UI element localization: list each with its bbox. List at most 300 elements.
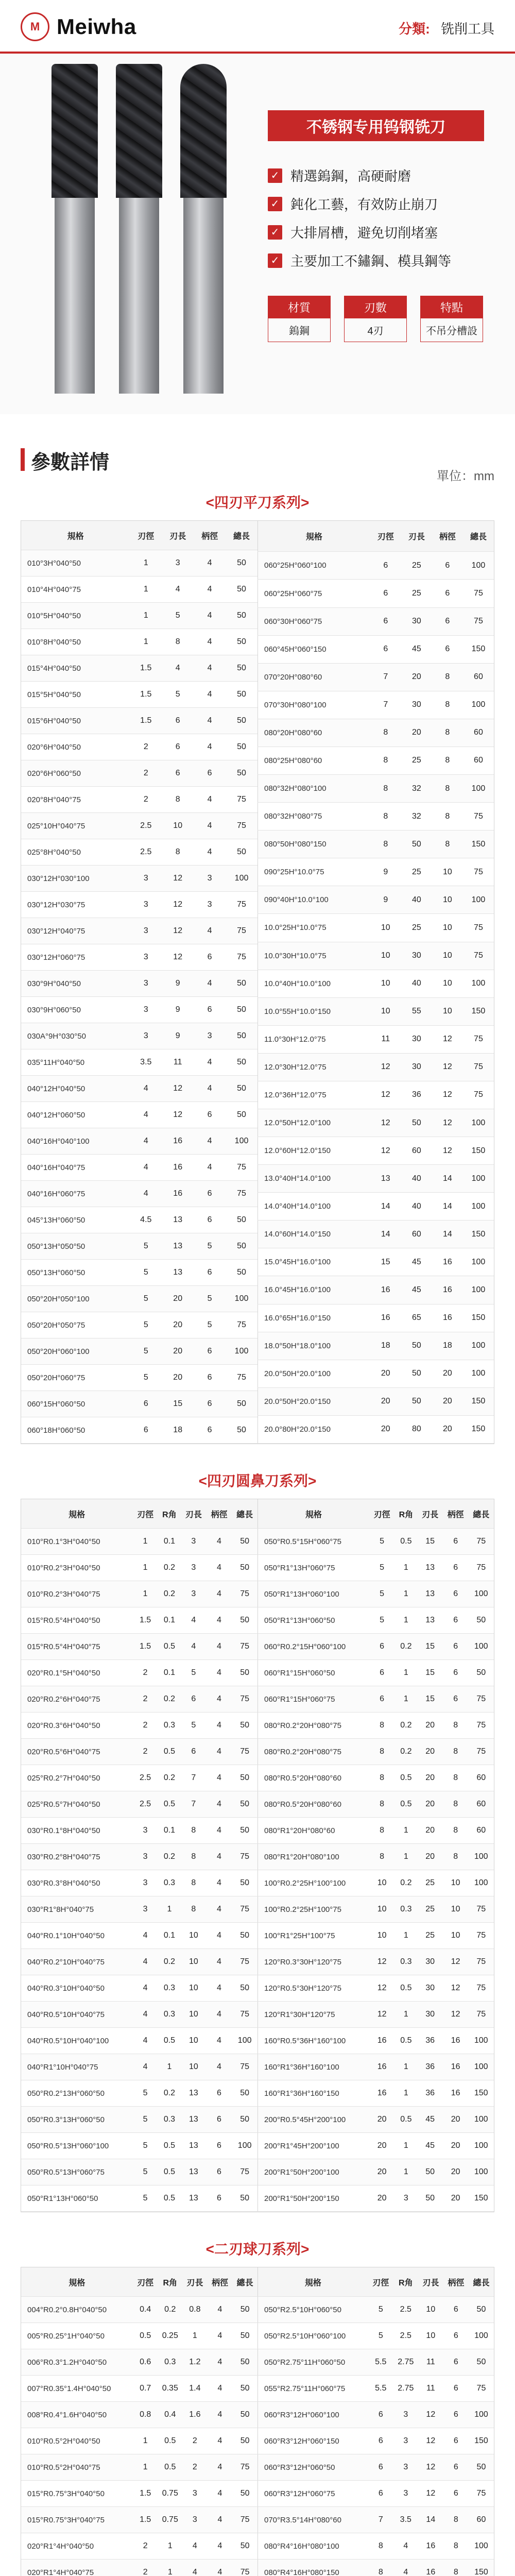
value-cell: 1.5 <box>132 1607 158 1634</box>
value-cell: 1 <box>394 1607 417 1634</box>
value-cell: 20 <box>417 1844 443 1870</box>
column-header: 規格 <box>21 1499 132 1529</box>
value-cell: 2.75 <box>393 2349 418 2376</box>
value-cell: 75 <box>468 1555 494 1581</box>
table-row <box>258 719 494 747</box>
value-cell: 4 <box>207 1634 232 1660</box>
table-row <box>258 552 494 580</box>
value-cell: 16 <box>443 2054 469 2080</box>
value-cell: 1.5 <box>133 2507 158 2533</box>
value-cell: 50 <box>232 2376 258 2402</box>
spec-code-cell: 060°18H°060°50 <box>21 1417 130 1444</box>
value-cell: 32 <box>401 803 432 831</box>
column-header: R角 <box>158 1499 181 1529</box>
table-row <box>21 1844 258 1870</box>
value-cell: 25 <box>401 858 432 886</box>
column-header: 柄徑 <box>443 1499 469 1529</box>
value-cell: 50 <box>226 655 258 682</box>
value-cell: 60 <box>468 1791 494 1818</box>
value-cell: 50 <box>232 1975 258 2002</box>
value-cell: 50 <box>226 1417 258 1444</box>
table-row <box>258 1276 494 1304</box>
value-cell: 4 <box>207 1844 232 1870</box>
value-cell: 75 <box>226 787 258 813</box>
spec-code-cell: 080°R4°16H°080°150 <box>258 2560 368 2576</box>
value-cell: 1 <box>130 629 162 655</box>
value-cell: 14 <box>432 1165 463 1193</box>
value-cell: 7 <box>181 1791 207 1818</box>
value-cell: 1.2 <box>182 2349 208 2376</box>
spec-code-cell: 080°R4°16H°080°100 <box>258 2533 368 2560</box>
value-cell: 4 <box>207 1791 232 1818</box>
value-cell: 11 <box>418 2376 443 2402</box>
value-cell: 4 <box>181 1607 207 1634</box>
table-row <box>21 2159 258 2185</box>
value-cell: 10 <box>369 1896 395 1923</box>
value-cell: 75 <box>226 944 258 971</box>
table-row <box>258 1387 494 1415</box>
spec-code-cell: 15.0°45H°16.0°100 <box>258 1248 370 1276</box>
value-cell: 0.2 <box>394 1713 417 1739</box>
value-cell: 0.1 <box>158 1818 181 1844</box>
table-row <box>21 550 258 577</box>
value-cell: 75 <box>463 1025 494 1053</box>
value-cell: 75 <box>463 914 494 942</box>
value-cell: 5 <box>132 2133 158 2159</box>
value-cell: 3 <box>194 866 226 892</box>
value-cell: 8 <box>443 2560 469 2576</box>
spec-code-cell: 160°R1°36H°160°150 <box>258 2080 369 2107</box>
value-cell: 12 <box>369 2002 395 2028</box>
value-cell: 2.5 <box>130 813 162 839</box>
value-cell: 10 <box>162 813 194 839</box>
value-cell: 100 <box>468 2133 494 2159</box>
value-cell: 15 <box>417 1686 443 1713</box>
value-cell: 4 <box>132 1923 158 1949</box>
category-value: 铣削工具 <box>440 21 494 37</box>
spec-code-cell: 020°8H°040°75 <box>21 787 130 813</box>
value-cell: 100 <box>463 1360 494 1387</box>
value-cell: 6 <box>443 2376 469 2402</box>
spec-code-cell: 020°6H°040°50 <box>21 734 130 760</box>
column-header: 總長 <box>226 521 258 550</box>
value-cell: 150 <box>463 1221 494 1248</box>
column-header: 總長 <box>468 1499 494 1529</box>
value-cell: 75 <box>232 1896 258 1923</box>
value-cell: 7 <box>370 691 401 719</box>
value-cell: 4 <box>194 839 226 866</box>
value-cell: 60 <box>401 1221 432 1248</box>
value-cell: 1 <box>394 1581 417 1607</box>
value-cell: 16 <box>369 2054 395 2080</box>
table-row <box>258 1248 494 1276</box>
value-cell: 12 <box>443 1949 469 1975</box>
value-cell: 50 <box>232 2533 258 2560</box>
value-cell: 4 <box>194 629 226 655</box>
value-cell: 50 <box>469 2297 494 2323</box>
table-row <box>21 1286 258 1312</box>
value-cell: 3 <box>194 1023 226 1049</box>
value-cell: 5 <box>130 1365 162 1391</box>
value-cell: 0.2 <box>158 2297 183 2323</box>
value-cell: 75 <box>232 2560 258 2576</box>
value-cell: 2 <box>132 1686 158 1713</box>
value-cell: 75 <box>463 1053 494 1081</box>
spec-code-cell: 050°R0.3°13H°060°50 <box>21 2107 132 2133</box>
value-cell: 10 <box>432 914 463 942</box>
value-cell: 6 <box>370 635 401 663</box>
table-row <box>21 1338 258 1365</box>
value-cell: 6 <box>194 1260 226 1286</box>
value-cell: 75 <box>468 1896 494 1923</box>
spec-code-cell: 120°R1°30H°120°75 <box>258 2002 369 2028</box>
value-cell: 12 <box>443 1975 469 2002</box>
value-cell: 75 <box>232 1686 258 1713</box>
value-cell: 6 <box>432 607 463 635</box>
value-cell: 4 <box>208 2297 233 2323</box>
spec-code-cell: 010°R0.5°2H°040°75 <box>21 2454 133 2481</box>
value-cell: 1.5 <box>133 2481 158 2507</box>
value-cell: 8 <box>443 2507 469 2533</box>
spec-code-cell: 12.0°50H°12.0°100 <box>258 1109 370 1137</box>
value-cell: 2 <box>133 2560 158 2576</box>
value-cell: 12 <box>418 2428 443 2454</box>
table-row <box>21 1417 258 1444</box>
value-cell: 6 <box>443 2349 469 2376</box>
value-cell: 5 <box>181 1660 207 1686</box>
value-cell: 4 <box>182 2533 208 2560</box>
spec-code-cell: 080°R0.5°20H°080°60 <box>258 1791 369 1818</box>
table-row <box>258 2454 494 2481</box>
value-cell: 150 <box>463 1137 494 1165</box>
spec-code-cell: 070°20H°080°60 <box>258 663 370 691</box>
value-cell: 150 <box>463 1415 494 1443</box>
value-cell: 8 <box>368 2533 393 2560</box>
table-row <box>21 866 258 892</box>
value-cell: 80 <box>401 1415 432 1443</box>
spec-code-cell: 060°30H°060°75 <box>258 607 370 635</box>
spec-code-cell: 015°R0.75°3H°040°75 <box>21 2507 133 2533</box>
value-cell: 100 <box>468 2159 494 2185</box>
spec-code-cell: 080°32H°080°100 <box>258 775 370 803</box>
value-cell: 12 <box>162 918 194 944</box>
value-cell: 75 <box>463 607 494 635</box>
table-row <box>21 1391 258 1417</box>
value-cell: 45 <box>417 2107 443 2133</box>
spec-code-cell: 010°5H°040°50 <box>21 603 130 629</box>
value-cell: 50 <box>232 1818 258 1844</box>
value-cell: 3 <box>181 1581 207 1607</box>
value-cell: 8 <box>370 747 401 774</box>
value-cell: 55 <box>401 997 432 1025</box>
table-row <box>258 2159 494 2185</box>
value-cell: 50 <box>226 1076 258 1102</box>
table-row <box>258 1555 494 1581</box>
spec-code-cell: 060°45H°060°150 <box>258 635 370 663</box>
value-cell: 6 <box>194 1207 226 1233</box>
table-row <box>21 787 258 813</box>
spec-code-cell: 060°R0.2°15H°060°100 <box>258 1634 369 1660</box>
value-cell: 100 <box>463 886 494 914</box>
table-row <box>21 577 258 603</box>
value-cell: 16 <box>418 2560 443 2576</box>
table-row <box>258 2481 494 2507</box>
value-cell: 75 <box>232 1634 258 1660</box>
value-cell: 150 <box>469 2560 494 2576</box>
value-cell: 45 <box>401 1276 432 1304</box>
spec-code-cell: 030°9H°060°50 <box>21 997 130 1023</box>
value-cell: 8 <box>369 1713 395 1739</box>
table-row <box>21 1023 258 1049</box>
value-cell: 4 <box>207 1555 232 1581</box>
table-row <box>21 1181 258 1207</box>
value-cell: 75 <box>232 2507 258 2533</box>
spec-code-cell: 160°R0.5°36H°160°100 <box>258 2028 369 2054</box>
spec-code-cell: 050°R1°13H°060°100 <box>258 1581 369 1607</box>
table-row <box>21 813 258 839</box>
column-header: 柄徑 <box>443 2267 469 2297</box>
table-row <box>258 1844 494 1870</box>
value-cell: 8 <box>181 1896 207 1923</box>
table-row <box>21 1529 258 1555</box>
value-cell: 16 <box>443 2080 469 2107</box>
value-cell: 0.2 <box>394 1870 417 1896</box>
value-cell: 150 <box>468 2080 494 2107</box>
value-cell: 5 <box>194 1312 226 1338</box>
value-cell: 3 <box>132 1896 158 1923</box>
value-cell: 12 <box>162 866 194 892</box>
value-cell: 5 <box>162 682 194 708</box>
value-cell: 3.5 <box>393 2507 418 2533</box>
value-cell: 20 <box>401 719 432 747</box>
spec-code-cell: 050°R0.5°13H°060°100 <box>21 2133 132 2159</box>
value-cell: 8 <box>432 719 463 747</box>
spec-code-cell: 006°R0.3°1.2H°040°50 <box>21 2349 133 2376</box>
value-cell: 20 <box>369 2107 395 2133</box>
value-cell: 5 <box>130 1233 162 1260</box>
value-cell: 30 <box>417 2002 443 2028</box>
spec-code-cell: 12.0°30H°12.0°75 <box>258 1053 370 1081</box>
value-cell: 0.5 <box>133 2323 158 2349</box>
column-header: 規格 <box>21 2267 133 2297</box>
table-row <box>258 1081 494 1109</box>
value-cell: 12 <box>370 1109 401 1137</box>
value-cell: 75 <box>463 803 494 831</box>
value-cell: 10 <box>369 1870 395 1896</box>
value-cell: 1 <box>130 577 162 603</box>
value-cell: 20 <box>417 1713 443 1739</box>
value-cell: 150 <box>469 2428 494 2454</box>
value-cell: 12 <box>432 1109 463 1137</box>
value-cell: 3 <box>393 2454 418 2481</box>
value-cell: 9 <box>162 997 194 1023</box>
value-cell: 12 <box>370 1053 401 1081</box>
value-cell: 100 <box>469 2402 494 2428</box>
value-cell: 50 <box>232 2185 258 2212</box>
value-cell: 5 <box>132 2080 158 2107</box>
value-cell: 4 <box>181 1634 207 1660</box>
spec-code-cell: 060°25H°060°100 <box>258 552 370 580</box>
check-icon: ✓ <box>268 253 282 268</box>
value-cell: 1 <box>158 2560 183 2576</box>
column-header: 規格 <box>21 521 130 550</box>
table-row <box>258 775 494 803</box>
table-row <box>21 2349 258 2376</box>
value-cell: 20 <box>417 1791 443 1818</box>
value-cell: 16 <box>432 1276 463 1304</box>
value-cell: 1 <box>132 1529 158 1555</box>
value-cell: 5 <box>369 1607 395 1634</box>
value-cell: 60 <box>401 1137 432 1165</box>
table-row <box>21 1791 258 1818</box>
value-cell: 15 <box>162 1391 194 1417</box>
spec-code-cell: 200°R1°50H°200°150 <box>258 2185 369 2212</box>
spec-code-cell: 16.0°65H°16.0°150 <box>258 1304 370 1332</box>
table-row <box>21 2481 258 2507</box>
brand <box>21 12 136 41</box>
value-cell: 2 <box>133 2533 158 2560</box>
spec-code-cell: 040°12H°060°50 <box>21 1102 130 1128</box>
value-cell: 100 <box>468 1870 494 1896</box>
table-row <box>21 2533 258 2560</box>
value-cell: 4 <box>208 2454 233 2481</box>
feature-item: ✓ 主要加工不鏽鋼、模具鋼等 <box>268 251 451 270</box>
table-row <box>258 635 494 663</box>
value-cell: 4 <box>207 1607 232 1634</box>
value-cell: 4 <box>194 734 226 760</box>
series3-table <box>21 2267 494 2576</box>
value-cell: 11 <box>162 1049 194 1076</box>
value-cell: 0.75 <box>158 2481 183 2507</box>
value-cell: 8 <box>443 1818 469 1844</box>
value-cell: 50 <box>232 1660 258 1686</box>
feature-item: ✓ 精選鎢鋼，高硬耐磨 <box>268 166 451 185</box>
value-cell: 6 <box>207 2185 232 2212</box>
table-row <box>258 2133 494 2159</box>
table-row <box>258 1109 494 1137</box>
value-cell: 100 <box>463 1248 494 1276</box>
value-cell: 6 <box>368 2481 393 2507</box>
value-cell: 75 <box>232 2054 258 2080</box>
value-cell: 4 <box>194 682 226 708</box>
column-header: 柄徑 <box>432 521 463 552</box>
value-cell: 45 <box>401 1248 432 1276</box>
feature-item: ✓ 大排屑槽，避免切削堵塞 <box>268 223 451 242</box>
spec-code-cell: 045°13H°060°50 <box>21 1207 130 1233</box>
value-cell: 10 <box>432 970 463 997</box>
value-cell: 75 <box>232 1581 258 1607</box>
value-cell: 8 <box>443 1844 469 1870</box>
params-section-header <box>0 435 515 486</box>
spec-code-cell: 030°12H°060°75 <box>21 944 130 971</box>
value-cell: 2 <box>132 1739 158 1765</box>
column-header: 刃長 <box>181 1499 207 1529</box>
value-cell: 3 <box>393 2402 418 2428</box>
spec-code-cell: 015°R0.5°4H°040°75 <box>21 1634 132 1660</box>
value-cell: 4 <box>208 2323 233 2349</box>
value-cell: 50 <box>469 2349 494 2376</box>
spec-code-cell: 020°R0.3°6H°040°50 <box>21 1713 132 1739</box>
spec-code-cell: 050°R0.5°15H°060°75 <box>258 1529 369 1555</box>
value-cell: 75 <box>468 2002 494 2028</box>
value-cell: 50 <box>417 2185 443 2212</box>
feature-item: ✓ 鈍化工藝，有效防止崩刀 <box>268 194 451 213</box>
spec-flutes: 刃數 4刃 <box>344 296 407 342</box>
value-cell: 4 <box>207 1713 232 1739</box>
value-cell: 3 <box>181 1555 207 1581</box>
value-cell: 2 <box>132 1713 158 1739</box>
spec-code-cell: 025°R0.5°7H°040°50 <box>21 1791 132 1818</box>
spec-code-cell: 080°32H°080°75 <box>258 803 370 831</box>
value-cell: 3 <box>130 1023 162 1049</box>
value-cell: 1 <box>394 1844 417 1870</box>
value-cell: 4 <box>393 2560 418 2576</box>
spec-code-cell: 060°R3°12H°060°100 <box>258 2402 368 2428</box>
value-cell: 4 <box>194 1128 226 1155</box>
table-row <box>258 1765 494 1791</box>
value-cell: 0.5 <box>158 1634 181 1660</box>
value-cell: 16 <box>370 1276 401 1304</box>
table-row <box>258 914 494 942</box>
value-cell: 25 <box>417 1896 443 1923</box>
spec-code-cell: 015°R0.75°3H°040°50 <box>21 2481 133 2507</box>
product-title: 不锈钢专用钨钢铣刀 <box>268 110 484 141</box>
table-row <box>258 1053 494 1081</box>
spec-code-cell: 030°12H°040°75 <box>21 918 130 944</box>
spec-code-cell: 030°R0.3°8H°040°50 <box>21 1870 132 1896</box>
value-cell: 65 <box>401 1304 432 1332</box>
value-cell: 150 <box>463 635 494 663</box>
value-cell: 14 <box>370 1193 401 1221</box>
table-row <box>21 1870 258 1896</box>
spec-code-cell: 050°20H°050°100 <box>21 1286 130 1312</box>
value-cell: 75 <box>232 1844 258 1870</box>
spec-code-cell: 025°R0.2°7H°040°50 <box>21 1765 132 1791</box>
value-cell: 8 <box>162 629 194 655</box>
value-cell: 2.5 <box>132 1791 158 1818</box>
value-cell: 0.8 <box>133 2402 158 2428</box>
value-cell: 7 <box>368 2507 393 2533</box>
value-cell: 5 <box>130 1312 162 1338</box>
value-cell: 50 <box>232 1765 258 1791</box>
value-cell: 2.5 <box>393 2323 418 2349</box>
spec-code-cell: 16.0°45H°16.0°100 <box>258 1276 370 1304</box>
value-cell: 75 <box>468 1713 494 1739</box>
column-header: 柄徑 <box>194 521 226 550</box>
value-cell: 40 <box>401 1165 432 1193</box>
value-cell: 100 <box>226 1286 258 1312</box>
table-row <box>258 2297 494 2323</box>
table-row <box>21 1555 258 1581</box>
value-cell: 20 <box>417 1818 443 1844</box>
value-cell: 12 <box>418 2402 443 2428</box>
value-cell: 50 <box>226 1391 258 1417</box>
value-cell: 4 <box>194 577 226 603</box>
spec-code-cell: 080°R1°20H°080°100 <box>258 1844 369 1870</box>
value-cell: 14 <box>370 1221 401 1248</box>
table-row <box>21 2454 258 2481</box>
value-cell: 14 <box>418 2507 443 2533</box>
value-cell: 4 <box>130 1102 162 1128</box>
value-cell: 30 <box>401 942 432 970</box>
value-cell: 75 <box>226 1155 258 1181</box>
value-cell: 4 <box>207 1686 232 1713</box>
value-cell: 36 <box>417 2080 443 2107</box>
value-cell: 75 <box>226 1365 258 1391</box>
spec-code-cell: 040°16H°040°100 <box>21 1128 130 1155</box>
spec-code-cell: 030°R0.2°8H°040°75 <box>21 1844 132 1870</box>
value-cell: 10 <box>370 997 401 1025</box>
